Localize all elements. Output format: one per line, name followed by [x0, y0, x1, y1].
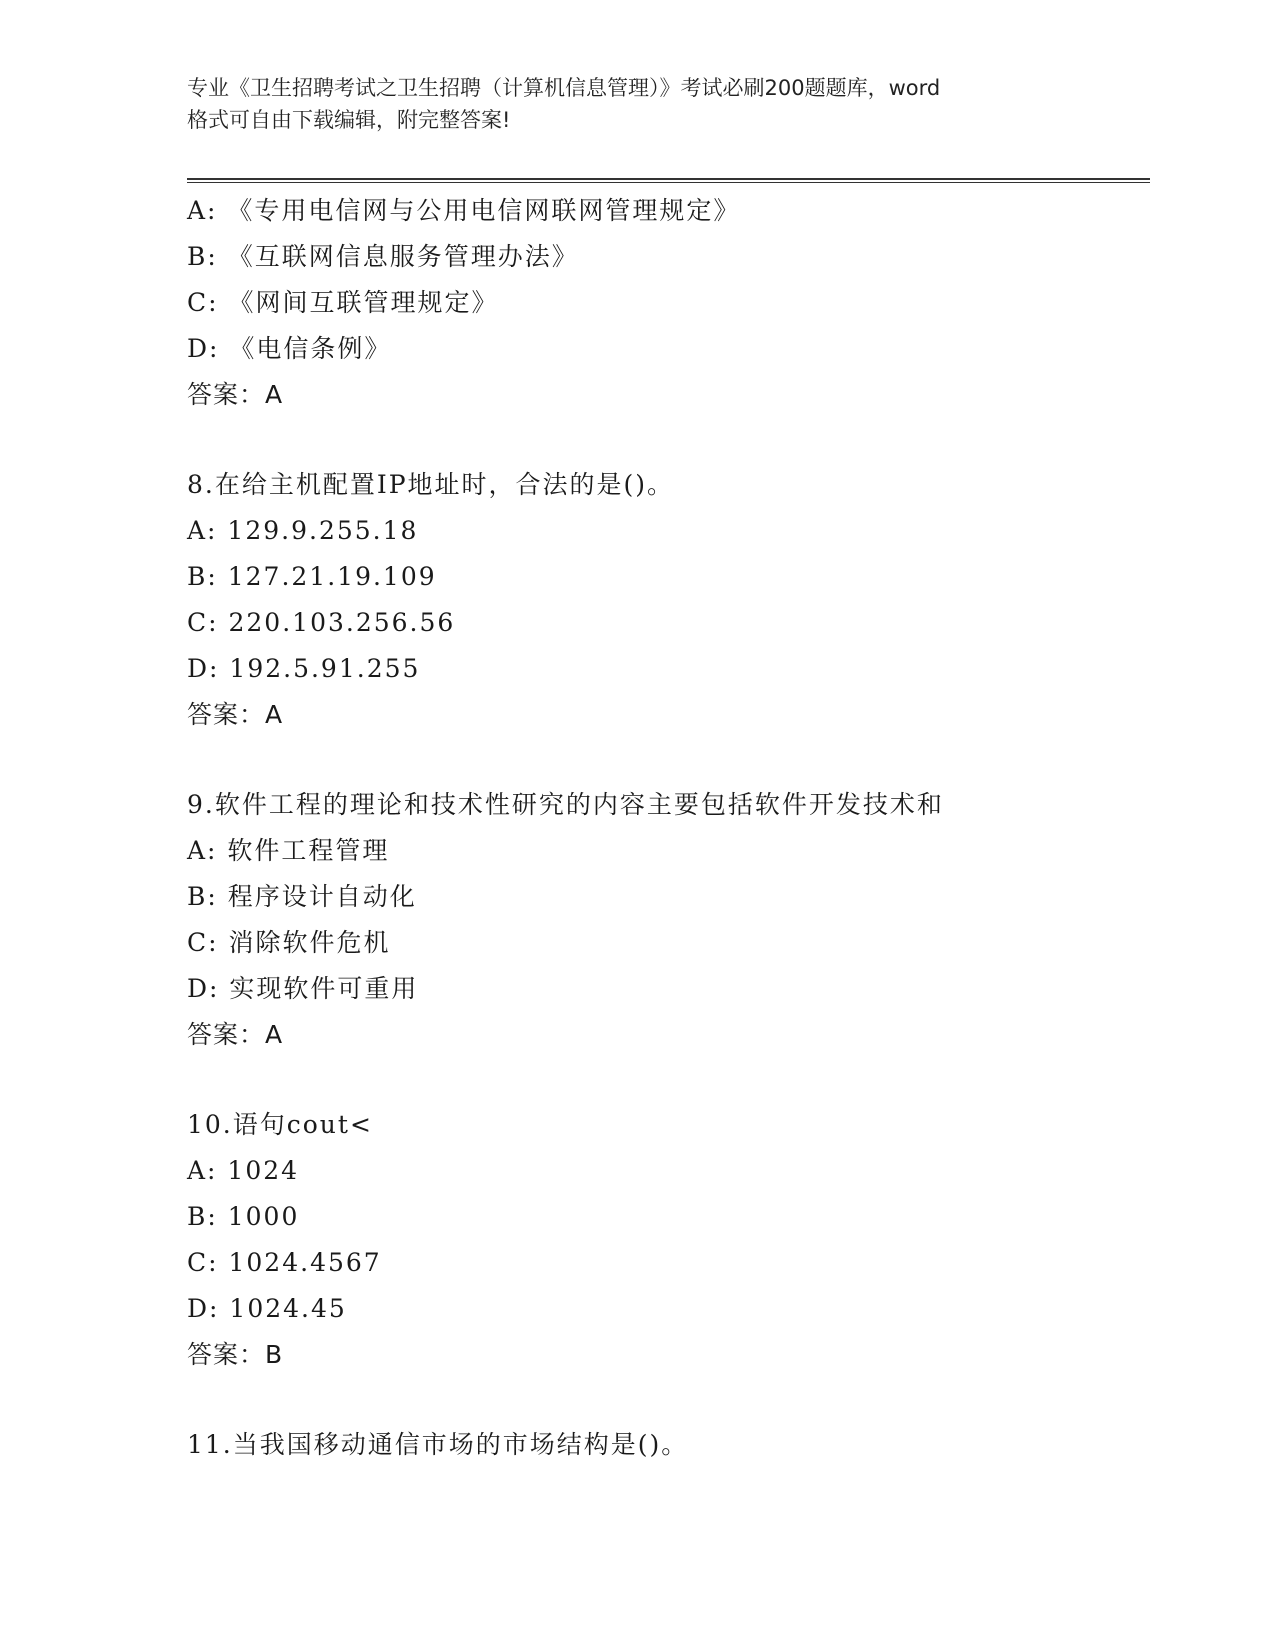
question-10	[187, 1102, 1147, 1378]
option-d: D: 《电信条例》	[187, 334, 392, 363]
answer: 答案：B	[187, 1340, 284, 1369]
answer: 答案：A	[187, 700, 284, 729]
option-a: A: 《专用电信网与公用电信网联网管理规定》	[187, 196, 741, 225]
question-11	[187, 1422, 1147, 1468]
option-b: B: 《互联网信息服务管理办法》	[187, 242, 579, 271]
answer: 答案：A	[187, 1020, 284, 1049]
question-list	[187, 188, 1147, 1468]
question-9	[187, 782, 1147, 1058]
header-line-2: 格式可自由下载编辑，附完整答案!	[187, 108, 511, 132]
option-c: C: 《网间互联管理规定》	[187, 288, 499, 317]
question-text: 9.软件工程的理论和技术性研究的内容主要包括软件开发技术和	[187, 790, 944, 819]
question-text: 10.语句cout<	[187, 1110, 373, 1139]
header-line-1: 专业《卫生招聘考试之卫生招聘（计算机信息管理）》考试必刷200题题库，word	[187, 76, 941, 100]
option-d: D: 1024.45	[187, 1294, 347, 1323]
option-a: A: 软件工程管理	[187, 836, 390, 865]
document-header	[187, 72, 1087, 136]
option-a: A: 1024	[187, 1156, 300, 1185]
option-c: C: 消除软件危机	[187, 928, 391, 957]
answer: 答案：A	[187, 380, 284, 409]
question-7	[187, 188, 1147, 418]
question-text: 11.当我国移动通信市场的市场结构是()。	[187, 1430, 689, 1459]
option-b: B: 127.21.19.109	[187, 562, 437, 591]
option-c: C: 220.103.256.56	[187, 608, 456, 637]
header-divider-thick	[187, 178, 1150, 180]
question-8	[187, 462, 1147, 738]
option-c: C: 1024.4567	[187, 1248, 382, 1277]
question-text: 8.在给主机配置IP地址时，合法的是()。	[187, 470, 675, 499]
header-divider-thin	[187, 182, 1150, 183]
option-b: B: 程序设计自动化	[187, 882, 417, 911]
option-a: A: 129.9.255.18	[187, 516, 419, 545]
option-b: B: 1000	[187, 1202, 300, 1231]
option-d: D: 实现软件可重用	[187, 974, 419, 1003]
option-d: D: 192.5.91.255	[187, 654, 421, 683]
